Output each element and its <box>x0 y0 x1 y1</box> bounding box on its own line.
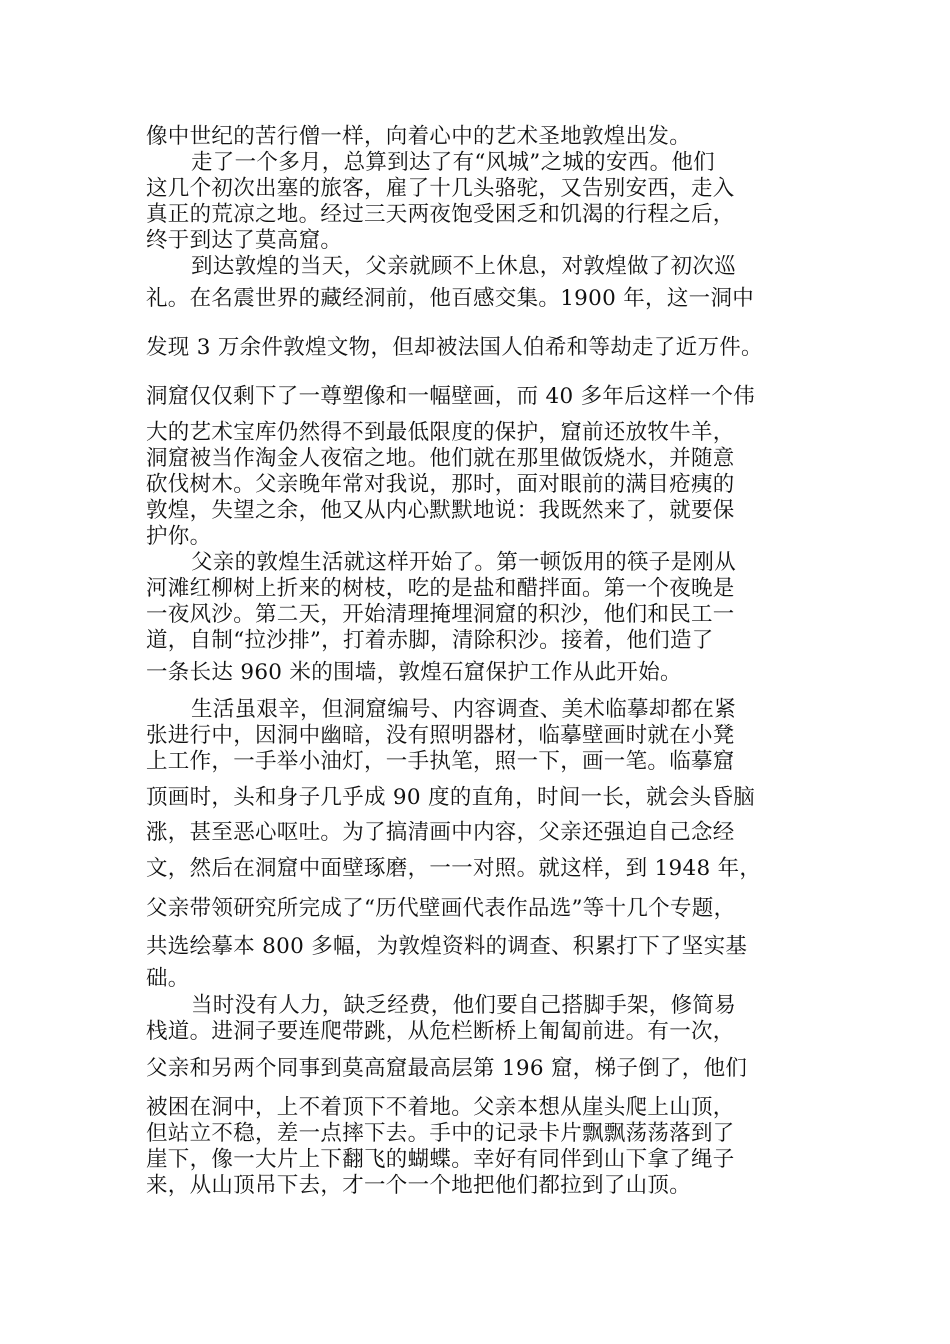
text-line: 礼。在名震世界的藏经洞前，他百感交集。1900 年，这一洞中 <box>146 286 755 311</box>
text-line: 生活虽艰辛，但洞窟编号、内容调查、美术临摹却都在紧 <box>191 697 737 722</box>
text-line: 崖下，像一大片上下翻飞的蝴蝶。幸好有同伴到山下拿了绳子 <box>146 1147 735 1172</box>
text-line: 河滩红柳树上折来的树枝，吃的是盐和醋拌面。第一个夜晚是 <box>146 576 735 601</box>
text-line: 文，然后在洞窟中面壁琢磨，一一对照。就这样，到 1948 年， <box>146 856 762 881</box>
text-line: 大的艺术宝库仍然得不到最低限度的保护，窟前还放牧牛羊， <box>146 420 735 445</box>
text-line: 走了一个多月，总算到达了有“风城”之城的安西。他们 <box>191 150 715 175</box>
text-line: 但站立不稳，差一点摔下去。手中的记录卡片飘飘荡荡落到了 <box>146 1121 735 1146</box>
text-line: 洞窟被当作淘金人夜宿之地。他们就在那里做饭烧水，并随意 <box>146 446 735 471</box>
text-line: 涨，甚至恶心呕吐。为了搞清画中内容，父亲还强迫自己念经 <box>146 820 735 845</box>
text-line: 真正的荒凉之地。经过三天两夜饱受困乏和饥渴的行程之后， <box>146 202 735 227</box>
text-line: 父亲带领研究所完成了“历代壁画代表作品选”等十几个专题， <box>146 896 736 921</box>
text-line: 顶画时，头和身子几乎成 90 度的直角，时间一长，就会头昏脑 <box>146 785 756 810</box>
text-line: 敦煌，失望之余，他又从内心默默地说：我既然来了，就要保 <box>146 498 735 523</box>
text-line: 像中世纪的苦行僧一样，向着心中的艺术圣地敦煌出发。 <box>146 124 692 149</box>
text-line: 一条长达 960 米的围墙，敦煌石窟保护工作从此开始。 <box>146 660 682 685</box>
text-line: 来，从山顶吊下去，才一个一个地把他们都拉到了山顶。 <box>146 1173 692 1198</box>
text-line: 这几个初次出塞的旅客，雇了十几头骆驼，又告别安西，走入 <box>146 176 735 201</box>
text-line: 父亲和另两个同事到莫高窟最高层第 196 窟，梯子倒了，他们 <box>146 1056 748 1081</box>
text-line: 张进行中，因洞中幽暗，没有照明器材，临摹壁画时就在小凳 <box>146 723 735 748</box>
text-line: 共选绘摹本 800 多幅，为敦煌资料的调查、积累打下了坚实基 <box>146 934 748 959</box>
text-line: 到达敦煌的当天，父亲就顾不上休息，对敦煌做了初次巡 <box>191 254 737 279</box>
text-line: 上工作，一手举小油灯，一手执笔，照一下，画一笔。临摹窟 <box>146 749 735 774</box>
text-line: 护你。 <box>146 524 212 549</box>
text-line: 砍伐树木。父亲晚年常对我说，那时，面对眼前的满目疮痍的 <box>146 472 735 497</box>
text-line: 当时没有人力，缺乏经费，他们要自己搭脚手架，修简易 <box>191 993 737 1018</box>
text-line: 洞窟仅仅剩下了一尊塑像和一幅壁画，而 40 多年后这样一个伟 <box>146 384 756 409</box>
text-line: 一夜风沙。第二天，开始清理掩埋洞窟的积沙，他们和民工一 <box>146 602 735 627</box>
text-line: 栈道。进洞子要连爬带跳，从危栏断桥上匍匐前进。有一次， <box>146 1019 735 1044</box>
text-line: 发现 3 万余件敦煌文物，但却被法国人伯希和等劫走了近万件。 <box>146 335 763 360</box>
text-line: 父亲的敦煌生活就这样开始了。第一顿饭用的筷子是刚从 <box>191 550 737 575</box>
text-line: 础。 <box>146 966 190 991</box>
text-line: 道，自制“拉沙排”，打着赤脚，清除积沙。接着，他们造了 <box>146 628 714 653</box>
text-line: 终于到达了莫高窟。 <box>146 228 343 253</box>
text-line: 被困在洞中，上不着顶下不着地。父亲本想从崖头爬上山顶， <box>146 1095 735 1120</box>
